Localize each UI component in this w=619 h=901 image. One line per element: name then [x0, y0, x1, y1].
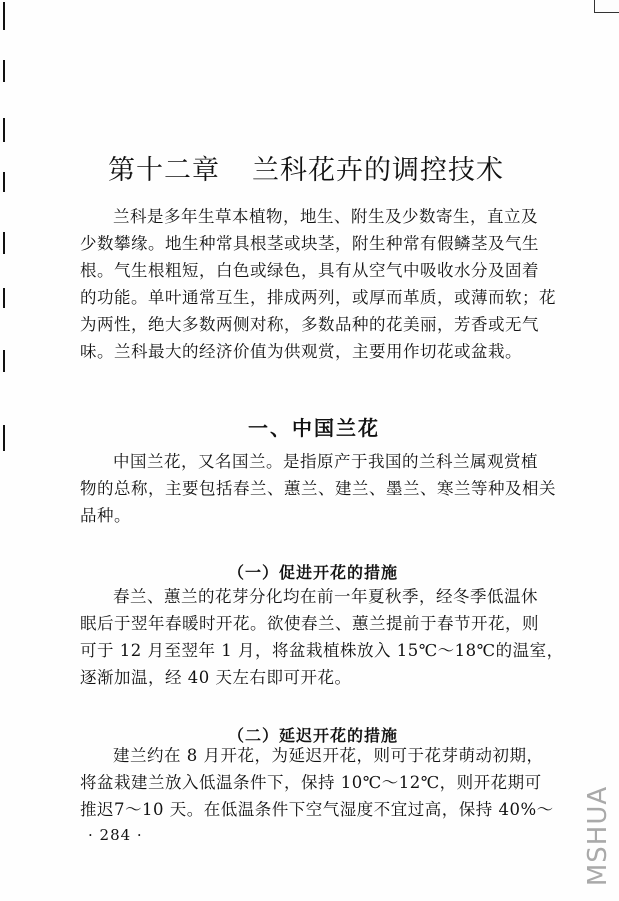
- binding-edge-mark: [3, 350, 5, 372]
- subsection-heading: （一）促进开花的措施: [228, 563, 399, 582]
- text-line: 少数攀缘。地生种常具根茎或块茎，附生种常有假鳞茎及气生: [80, 234, 539, 253]
- chapter-number: 第十二章: [108, 155, 220, 187]
- binding-edge-mark: [3, 2, 5, 30]
- subsection-paragraph: [80, 742, 568, 823]
- section-heading: 一、中国兰花: [248, 415, 380, 440]
- corner-crop-mark: [594, 0, 619, 13]
- subsection-heading: （二）延迟开花的措施: [228, 726, 399, 745]
- page-number: · 284 ·: [88, 826, 143, 844]
- chapter-name: 兰科花卉的调控技术: [252, 155, 504, 187]
- binding-edge-mark: [3, 118, 5, 142]
- chapter-title: [108, 148, 548, 187]
- text-line: 物的总称，主要包括春兰、蕙兰、建兰、墨兰、寒兰等种及相关: [80, 479, 556, 498]
- binding-edge-mark: [3, 60, 5, 82]
- intro-paragraph: [80, 203, 568, 365]
- text-line: 的功能。单叶通常互生，排成两列，或厚而革质，或薄而软；花: [80, 288, 556, 307]
- text-line: 中国兰花，又名国兰。是指原产于我国的兰科兰属观赏植: [113, 452, 538, 471]
- text-line: 可于 12 月至翌年 1 月，将盆栽植株放入 15℃～18℃的温室，: [80, 641, 564, 660]
- text-line: 味。兰科最大的经济价值为供观赏，主要用作切花或盆栽。: [80, 342, 522, 361]
- text-line: 春兰、蕙兰的花芽分化均在前一年夏秋季，经冬季低温休: [113, 587, 538, 606]
- text-line: 兰科是多年生草本植物，地生、附生及少数寄生，直立及: [113, 207, 538, 226]
- binding-edge-mark: [3, 172, 5, 192]
- text-line: 将盆栽建兰放入低温条件下，保持 10℃～12℃，则开花期可: [80, 773, 542, 792]
- watermark-text: MSHUA: [583, 785, 613, 887]
- text-line: 逐渐加温，经 40 天左右即可开花。: [80, 668, 352, 687]
- watermark: [583, 781, 613, 891]
- section-intro-paragraph: [80, 448, 568, 529]
- text-line: 眠后于翌年春暖时开花。欲使春兰、蕙兰提前于春节开花，则: [80, 614, 539, 633]
- subsection-paragraph: [80, 583, 568, 691]
- text-line: 建兰约在 8 月开花，为延迟开花，则可于花芽萌动初期，: [113, 746, 544, 765]
- binding-edge-mark: [3, 288, 5, 308]
- text-line: 品种。: [80, 506, 131, 525]
- binding-edge-mark: [3, 232, 5, 254]
- text-line: 根。气生根粗短，白色或绿色，具有从空气中吸收水分及固着: [80, 261, 539, 280]
- binding-edge-mark: [3, 425, 5, 451]
- text-line: 推迟7～10 天。在低温条件下空气湿度不宜过高，保持 40%～: [80, 800, 554, 819]
- text-line: 为两性，绝大多数两侧对称，多数品种的花美丽，芳香或无气: [80, 315, 539, 334]
